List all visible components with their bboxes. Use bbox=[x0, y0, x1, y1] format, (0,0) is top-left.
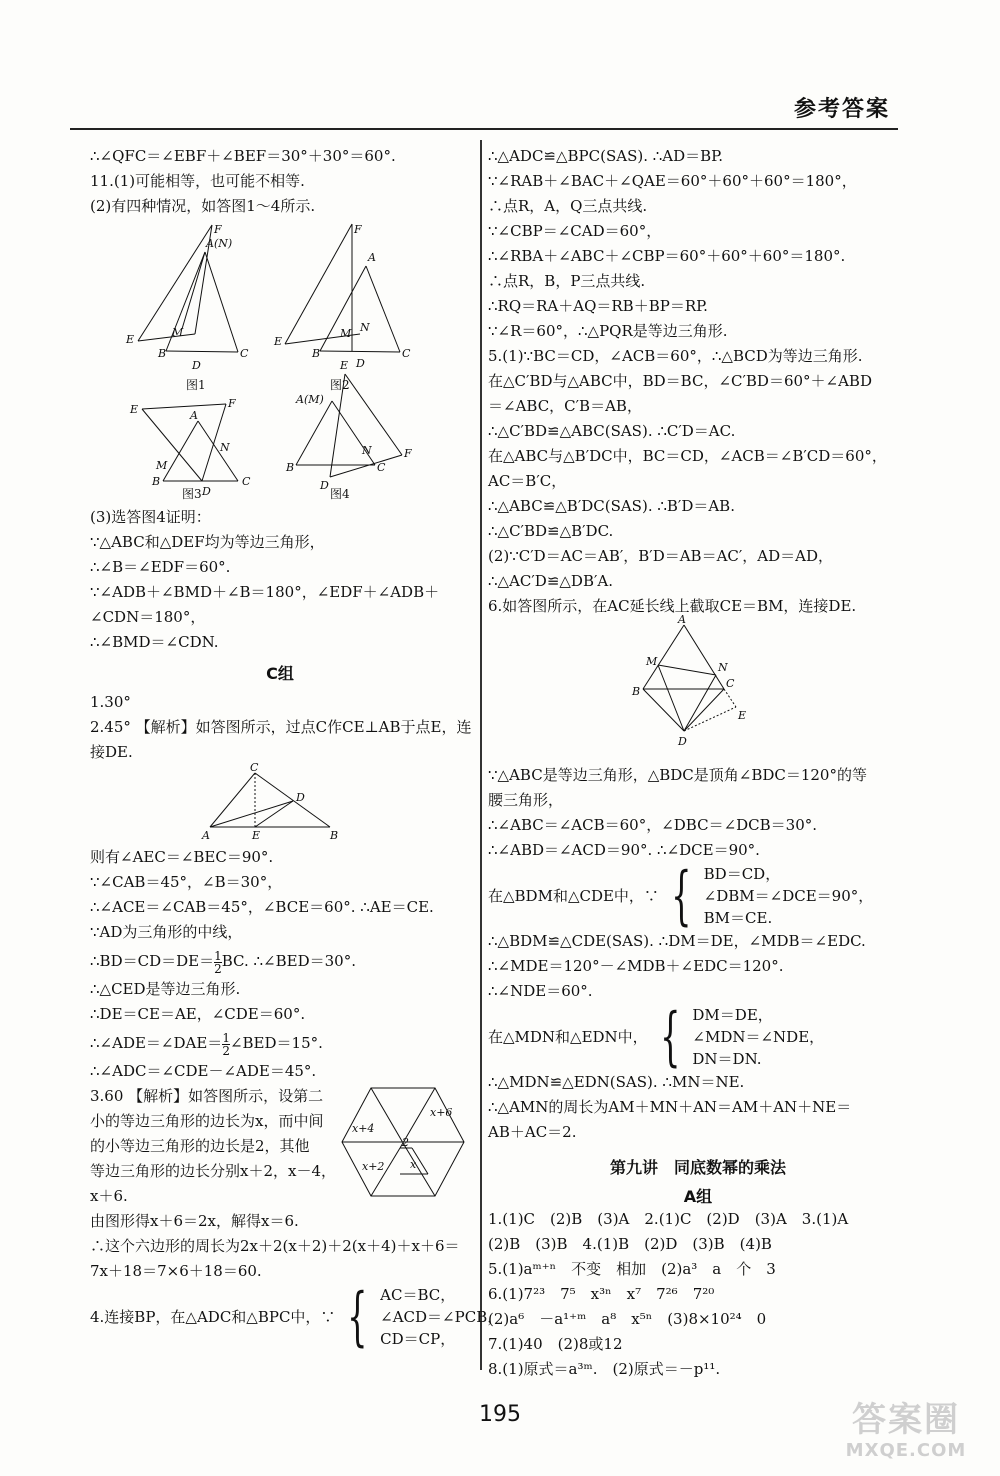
svg-text:D: D bbox=[296, 791, 305, 804]
q4-system: 4.连接BP，在△ADC和△BPC中，∵ { AC＝BC， ∠ACD＝∠PCB， CD＝CP， bbox=[90, 1280, 503, 1354]
svg-text:M: M bbox=[156, 459, 168, 472]
svg-text:E: E bbox=[126, 333, 135, 346]
answer-line: (2)B (3)B 4.(1)B (2)D (3)B (4)B bbox=[488, 1235, 772, 1253]
text-line: AB＋AC＝2. bbox=[488, 1123, 577, 1141]
right-column bbox=[488, 144, 908, 1382]
watermark-logo: 答案圈 MXQE.COM bbox=[845, 1400, 967, 1461]
text-line: (2)∵C′D＝AC＝AB′，B′D＝AB＝AC′，AD＝AD， bbox=[488, 547, 834, 565]
svg-text:F: F bbox=[214, 223, 222, 236]
svg-text:C: C bbox=[242, 475, 251, 488]
svg-text:A: A bbox=[678, 613, 686, 626]
answer-line: 8.(1)原式＝a³ᵐ. (2)原式＝－p¹¹. bbox=[488, 1360, 721, 1378]
svg-text:N: N bbox=[718, 661, 728, 674]
svg-text:E: E bbox=[340, 359, 349, 372]
svg-text:B: B bbox=[152, 475, 161, 488]
svg-text:N: N bbox=[360, 321, 370, 334]
figure-q6 bbox=[488, 613, 908, 759]
hex-label: x+2 bbox=[362, 1160, 385, 1173]
svg-text:D: D bbox=[320, 479, 329, 492]
text-line: (2)有四种情况，如答图1～4所示. bbox=[90, 197, 316, 215]
answer-line: 7.(1)40 (2)8或12 bbox=[488, 1335, 623, 1353]
left-column bbox=[90, 144, 503, 1354]
text-line: ∴RQ＝RA＋AQ＝RB＋BP＝RP. bbox=[488, 297, 708, 315]
svg-text:B: B bbox=[286, 461, 295, 474]
answer-line: 6.(1)7²³ 7⁵ x³ⁿ x⁷ 7²⁶ 7²⁰ bbox=[488, 1285, 715, 1303]
text-line: ∴∠RBA＋∠ABC＋∠CBP＝60°＋60°＋60°＝180°. bbox=[488, 247, 846, 265]
answer-line: (2)a⁶ －a¹⁺ᵐ a⁸ x⁵ⁿ (3)8×10²⁴ 0 bbox=[488, 1310, 767, 1328]
svg-text:D: D bbox=[202, 485, 211, 498]
text-line: (3)选答图4证明： bbox=[90, 508, 211, 526]
svg-text:E: E bbox=[738, 709, 747, 722]
answer-line: 5.(1)aᵐ⁺ⁿ 不变 相加 (2)a³ a 个 3 bbox=[488, 1260, 776, 1278]
text-line: ∠CDN＝180°， bbox=[90, 608, 206, 626]
text-line: 的小等边三角形的边长是2，其他 bbox=[90, 1137, 310, 1155]
svg-text:C: C bbox=[240, 347, 249, 360]
figure-caption: 图1 bbox=[186, 378, 206, 392]
text-line: ∴△MDN≌△EDN(SAS). ∴MN＝NE. bbox=[488, 1073, 745, 1091]
text-line: ∴这个六边形的周长为2x＋2(x＋2)＋2(x＋4)＋x＋6＝ bbox=[90, 1237, 460, 1255]
text-line: ∵∠RAB＋∠BAC＋∠QAE＝60°＋60°＋60°＝180°， bbox=[488, 172, 857, 190]
text-line: 6.如答图所示，在AC延长线上截取CE＝BM，连接DE. bbox=[488, 597, 857, 615]
svg-text:N: N bbox=[362, 444, 372, 457]
svg-text:C: C bbox=[250, 761, 259, 774]
column-divider bbox=[480, 140, 482, 1370]
figure-caption: 图4 bbox=[330, 487, 350, 501]
text-line: ∴△C′BD≌△B′DC. bbox=[488, 522, 614, 540]
text-line: ∴∠ADC＝∠CDE－∠ADE＝45°. bbox=[90, 1062, 317, 1080]
lecture-title: 第九讲 同底数幂的乘法 bbox=[609, 1158, 786, 1177]
svg-text:N: N bbox=[220, 441, 230, 454]
figure-caption: 图2 bbox=[330, 378, 350, 392]
answer-line: 1.(1)C (2)B (3)A 2.(1)C (2)D (3)A 3.(1)A bbox=[488, 1210, 849, 1228]
text-line: ∴∠BMD＝∠CDN. bbox=[90, 633, 219, 651]
hex-label: x+6 bbox=[430, 1106, 453, 1119]
svg-text:B: B bbox=[312, 347, 321, 360]
svg-text:A(M): A(M) bbox=[296, 393, 324, 406]
text-line: 11.(1)可能相等，也可能不相等. bbox=[90, 172, 305, 190]
text-line: ∵∠CBP＝∠CAD＝60°， bbox=[488, 222, 662, 240]
svg-text:M: M bbox=[646, 655, 658, 668]
hex-label: x+4 bbox=[352, 1122, 375, 1135]
text-line: ∴△AC′D≌△DB′A. bbox=[488, 572, 613, 590]
svg-text:M: M bbox=[340, 327, 352, 340]
hex-label: 2 bbox=[402, 1136, 409, 1149]
text-line: 7x＋18＝7×6＋18＝60. bbox=[90, 1262, 262, 1280]
svg-text:D: D bbox=[356, 357, 365, 370]
text-line: ∵∠R＝60°，∴△PQR是等边三角形. bbox=[488, 322, 728, 340]
text-line: ∴△ABC≌△B′DC(SAS). ∴B′D＝AB. bbox=[488, 497, 735, 515]
svg-text:A: A bbox=[368, 251, 376, 264]
svg-text:E: E bbox=[252, 829, 261, 842]
text-line: ∴△CED是等边三角形. bbox=[90, 980, 241, 998]
text-line: 在△C′BD与△ABC中，BD＝BC，∠C′BD＝60°＋∠ABD bbox=[488, 372, 872, 390]
svg-text:F: F bbox=[354, 223, 362, 236]
svg-text:D: D bbox=[678, 735, 687, 748]
hexagon-figure bbox=[338, 1084, 468, 1202]
mdn-edn-system: 在△MDN和△EDN中， { DM＝DE， ∠MDN＝∠NDE， DN＝DN. bbox=[488, 1000, 825, 1074]
header-rule bbox=[70, 128, 898, 130]
fraction-line: ∴BD＝CD＝DE＝ $\frac{1}{2}$ BC. ∴∠BED＝30°. bbox=[90, 948, 356, 976]
svg-text:M: M bbox=[172, 326, 184, 339]
svg-text:C: C bbox=[377, 461, 386, 474]
svg-text:A: A bbox=[190, 409, 198, 422]
text-line: ∴△AMN的周长为AM＋MN＋AN＝AM＋AN＋NE＝ bbox=[488, 1098, 852, 1116]
svg-text:C: C bbox=[402, 347, 411, 360]
text-line: ∵∠CAB＝45°，∠B＝30°， bbox=[90, 873, 283, 891]
q3-block bbox=[90, 1084, 470, 1209]
figure-1 bbox=[125, 223, 249, 392]
text-line: ∴点R，A，Q三点共线. bbox=[488, 197, 648, 215]
svg-text:F: F bbox=[404, 447, 412, 460]
text-line: ∴△C′BD≌△ABC(SAS). ∴C′D＝AC. bbox=[488, 422, 736, 440]
triangle-figure-q2 bbox=[90, 761, 470, 842]
svg-text:B: B bbox=[632, 685, 641, 698]
svg-text:B: B bbox=[158, 347, 167, 360]
svg-text:B: B bbox=[330, 829, 339, 842]
text-line: ∴∠NDE＝60°. bbox=[488, 982, 593, 1000]
text-line: ∴∠ABC＝∠ACB＝60°，∠DBC＝∠DCB＝30°. bbox=[488, 816, 818, 834]
hex-label: x bbox=[410, 1158, 417, 1171]
text-line: 等边三角形的边长分别x＋2，x－4， bbox=[90, 1162, 337, 1180]
text-line: AC＝B′C， bbox=[488, 472, 567, 490]
svg-text:A(N): A(N) bbox=[206, 237, 233, 250]
text-line: 在△ABC与△B′DC中，BC＝CD，∠ACB＝∠B′CD＝60°， bbox=[488, 447, 887, 465]
svg-text:F: F bbox=[228, 397, 236, 410]
text-line: 则有∠AEC＝∠BEC＝90°. bbox=[90, 848, 274, 866]
text-line: ∴DE＝CE＝AE，∠CDE＝60°. bbox=[90, 1005, 306, 1023]
text-line: ∴△ADC≌△BPC(SAS). ∴AD＝BP. bbox=[488, 147, 723, 165]
text-line: 5.(1)∵BC＝CD，∠ACB＝60°，∴△BCD为等边三角形. bbox=[488, 347, 863, 365]
page-header: 参考答案 bbox=[793, 97, 890, 122]
svg-text:C: C bbox=[726, 677, 735, 690]
section-heading: A组 bbox=[683, 1187, 713, 1206]
figure-3 bbox=[129, 397, 251, 498]
text-line: 由图形得x＋6＝2x，解得x＝6. bbox=[90, 1212, 299, 1230]
text-line: ∴∠MDE＝120°－∠MDB＋∠EDC＝120°. bbox=[488, 957, 784, 975]
text-line: 1.30° bbox=[90, 693, 131, 711]
text-line: 3.60 【解析】如答图所示，设第二 bbox=[90, 1087, 324, 1105]
text-line: 腰三角形， bbox=[488, 791, 564, 809]
figure-4 bbox=[285, 359, 412, 492]
text-line: ∵△ABC和△DEF均为等边三角形， bbox=[90, 533, 325, 551]
section-heading: C组 bbox=[266, 664, 294, 683]
text-line: ∴∠ABD＝∠ACD＝90°. ∴∠DCE＝90°. bbox=[488, 841, 760, 859]
text-line: ∵∠ADB＋∠BMD＋∠B＝180°，∠EDF＋∠ADB＋ bbox=[90, 583, 440, 601]
text-line: ∴点R，B，P三点共线. bbox=[488, 272, 646, 290]
svg-text:E: E bbox=[274, 335, 283, 348]
text-line: ∵AD为三角形的中线， bbox=[90, 923, 243, 941]
text-line: ∴∠QFC＝∠EBF＋∠BEF＝30°＋30°＝60°. bbox=[90, 147, 396, 165]
svg-text:E: E bbox=[130, 403, 139, 416]
text-line: x＋6. bbox=[90, 1187, 128, 1205]
text-line: ＝∠ABC，C′B＝AB， bbox=[488, 397, 642, 415]
bdm-cde-system: 在△BDM和△CDE中，∵ { BD＝CD， ∠DBM＝∠DCE＝90°， BM＝CE. bbox=[488, 859, 874, 933]
text-line: 小的等边三角形的边长为x，而中间 bbox=[90, 1112, 324, 1130]
text-line: ∴△BDM≌△CDE(SAS). ∴DM＝DE，∠MDB＝∠EDC. bbox=[488, 932, 866, 950]
text-line: 2.45° 【解析】如答图所示，过点C作CE⊥AB于点E，连 bbox=[90, 718, 472, 736]
page-number: 195 bbox=[479, 1402, 521, 1427]
svg-text:D: D bbox=[192, 359, 201, 372]
text-line: 接DE. bbox=[90, 743, 133, 761]
fraction-line: ∴∠ADE＝∠DAE＝ $\frac{1}{2}$ ∠BED＝15°. bbox=[90, 1030, 323, 1058]
text-line: ∴∠ACE＝∠CAB＝45°，∠BCE＝60°. ∴AE＝CE. bbox=[90, 898, 434, 916]
svg-text:A: A bbox=[202, 829, 210, 842]
text-line: ∴∠B＝∠EDF＝60°. bbox=[90, 558, 231, 576]
text-line: ∵△ABC是等边三角形，△BDC是顶角∠BDC＝120°的等 bbox=[488, 766, 867, 784]
figure-caption: 图3 bbox=[182, 487, 202, 501]
